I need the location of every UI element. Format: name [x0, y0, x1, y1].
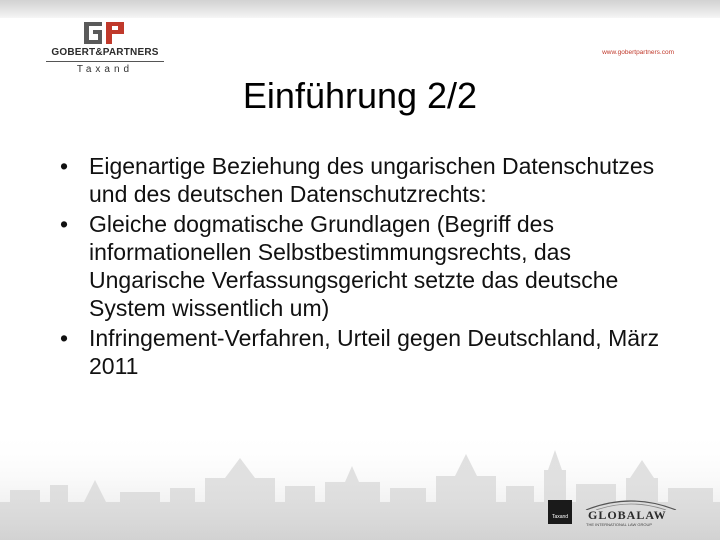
- bullet-item: • Eigenartige Beziehung des ungarischen Datenschutzes und des deutschen Datenschutzrechts:: [60, 152, 680, 208]
- taxand-logo: [548, 500, 572, 524]
- website-url[interactable]: www.gobertpartners.com: [602, 49, 674, 56]
- bullet-item: • Infringement-Verfahren, Urteil gegen Deutschland, März 2011: [60, 324, 680, 380]
- bullet-item: • Gleiche dogmatische Grundlagen (Begriff des informationellen Selbstbestimmungsrechts, das Ungarische Verfassungsgericht setzte das deutsche System wissentlich um): [60, 210, 680, 322]
- globalaw-name: GLOBALAW: [588, 508, 667, 522]
- bullet-list: [60, 152, 680, 382]
- globalaw-logo: [578, 498, 684, 528]
- logo-divider: [46, 61, 164, 62]
- taxand-label: Taxand: [551, 514, 569, 520]
- gp-logo-mark-icon: [82, 20, 128, 46]
- footer-logos: [548, 498, 688, 530]
- slide-title: Einführung 2/2: [242, 75, 478, 116]
- gobert-partners-logo: [40, 20, 170, 76]
- logo-name: GOBERT&PARTNERS: [51, 47, 159, 58]
- logo-sub: Taxand: [76, 64, 134, 75]
- top-bar: [0, 0, 720, 18]
- globalaw-sub: THE INTERNATIONAL LAW GROUP: [586, 522, 653, 527]
